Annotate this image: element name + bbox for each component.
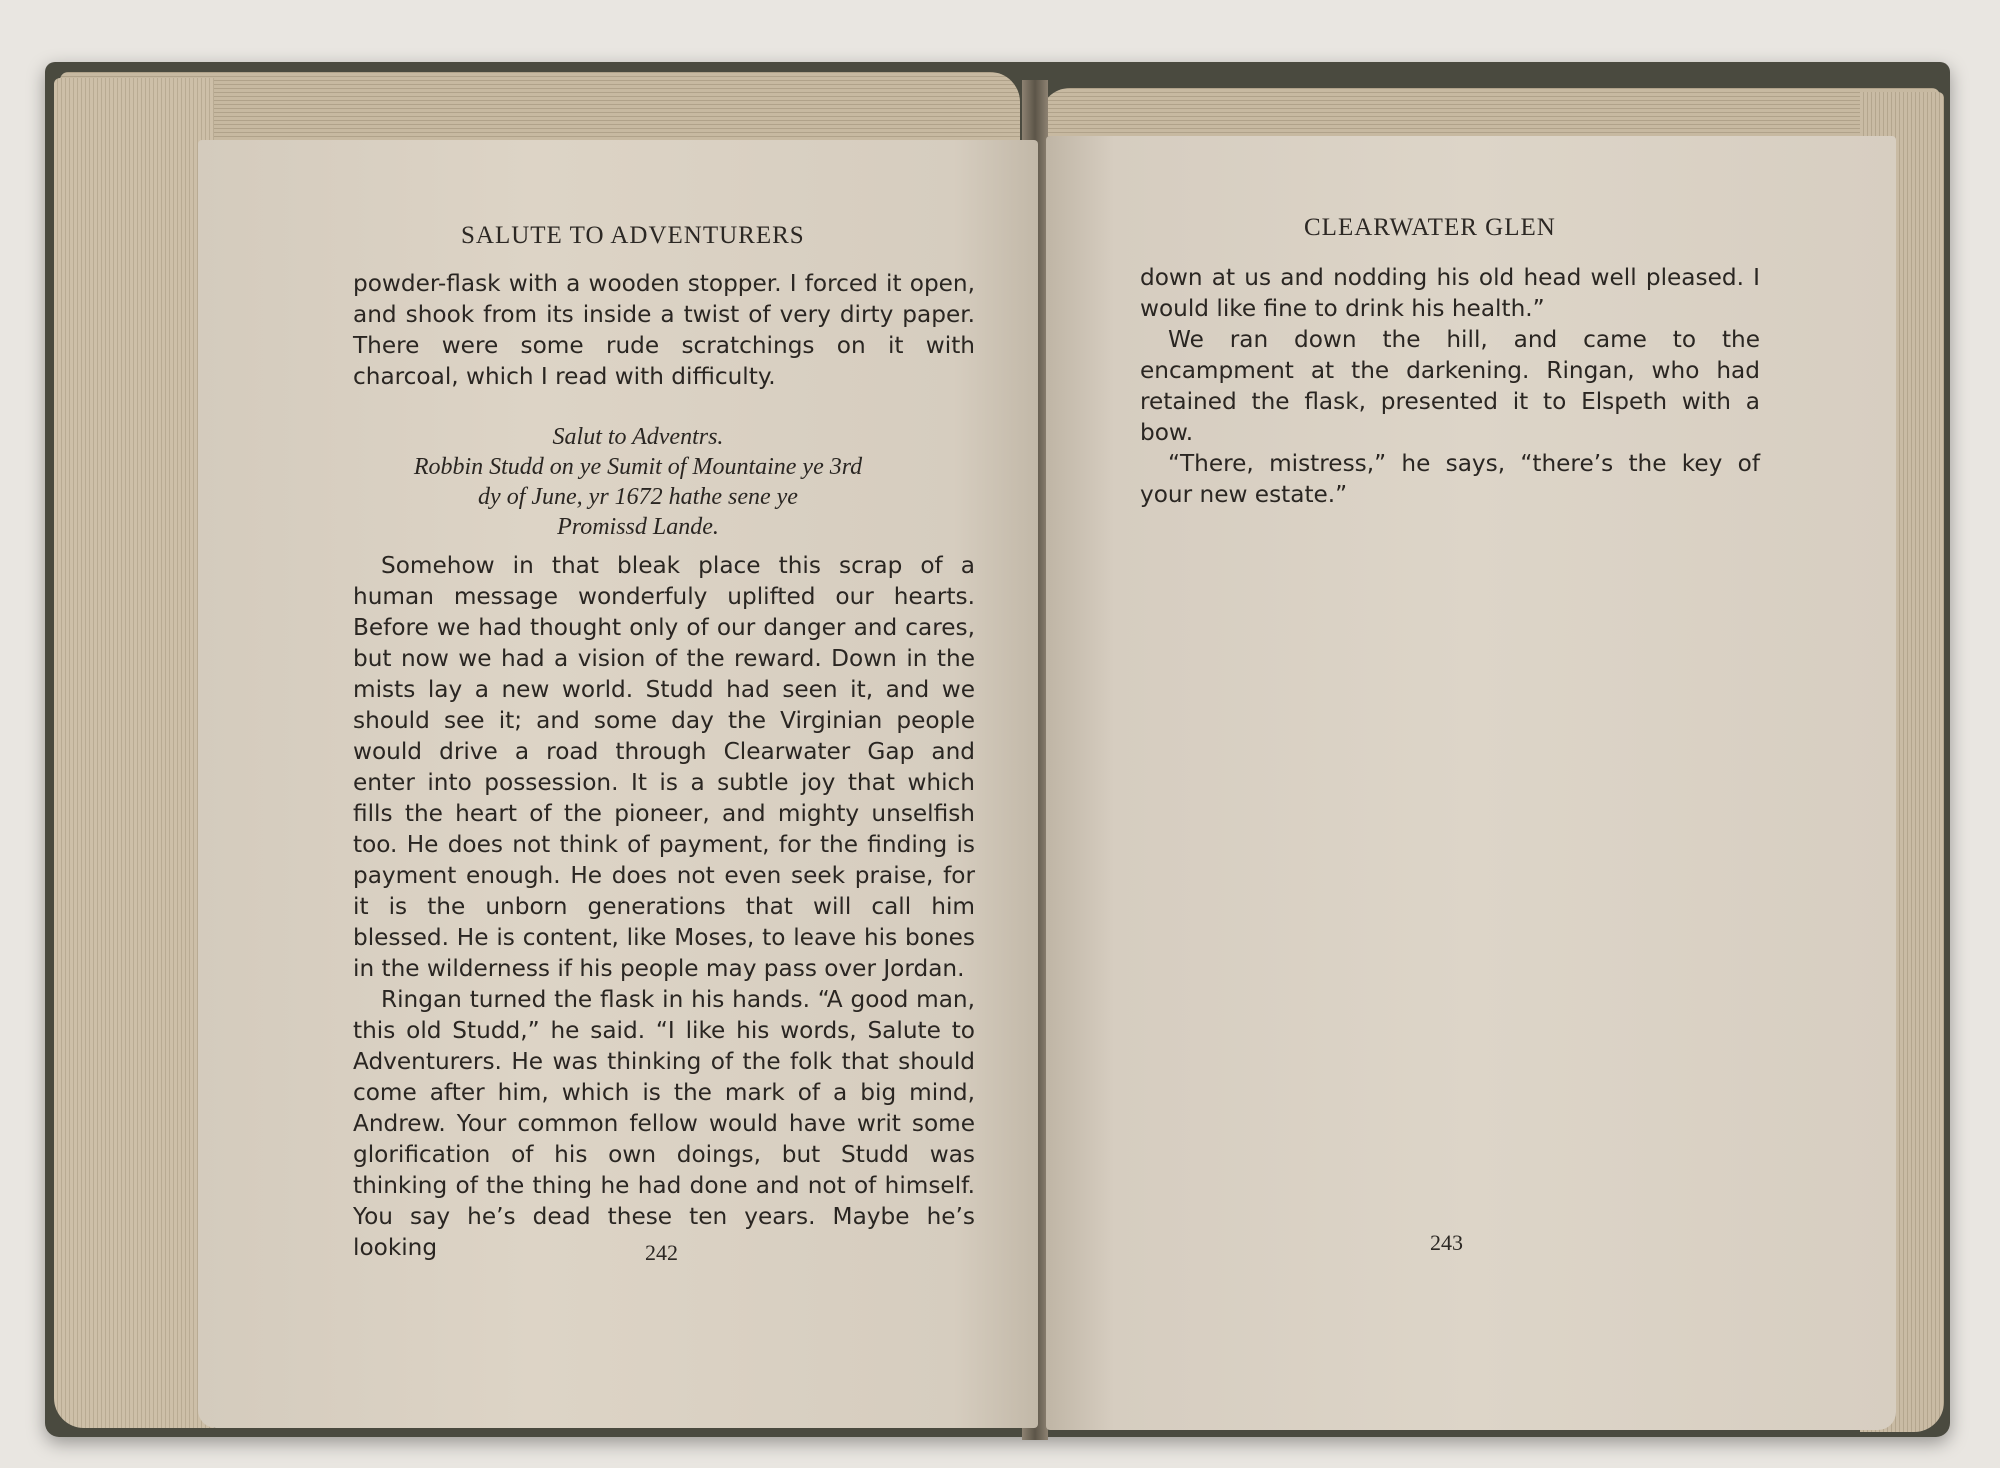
right-page-number: 243 [1430,1230,1463,1255]
inscription-line-4: Promissd Lande. [557,514,719,540]
left-paragraph-1: powder-flask with a wooden stopper. I forced it open, and shook from its inside a twist of very dirty paper. There were some rude scratchings on it with charcoal, which I read with difficulty. [353,270,975,390]
inscription-line-3: dy of June, yr 1672 hathe sene ye [478,484,798,510]
inscription-line-2: Robbin Studd on ye Sumit of Mountaine ye 3rd [413,454,863,480]
inscription-line-1: Salut to Adventrs. [552,424,724,450]
studd-inscription [318,422,958,542]
left-page-number: 242 [645,1240,678,1265]
left-running-head: SALUTE TO ADVENTURERS [461,222,805,249]
right-paragraph-2: We ran down the hill, and came to the encampment at the darkening. Ringan, who had retained the flask, presented it to Elspeth with a bow. [1140,326,1760,446]
right-paragraph-1: down at us and nodding his old head well pleased. I would like fine to drink his health.” [1140,264,1760,322]
left-page [198,140,1038,1428]
left-main-text [353,550,975,1263]
right-main-text [1140,262,1760,510]
left-paragraph-3: Ringan turned the flask in his hands. “A good man, this old Studd,” he said. “I like his words, Salute to Adventurers. He was thinking of the folk that should come after him, which is the mark of a big mind, Andrew. Your common fellow would have writ some glorification of his own doings, but Studd was thinking of the thing he had done and not of himself. You say he’s dead these ten years. Maybe he’s looking [353,986,975,1261]
right-page [1046,136,1896,1430]
left-paragraph-2: Somehow in that bleak place this scrap of a human message wonderfuly uplifted our hearts. Before we had thought only of our danger and cares, but now we had a vision of the reward. Down in the mists lay a new world. Studd had seen it, and we should see it; and some day the Virginian people would drive a road through Clearwater Gap and enter into possession. It is a subtle joy that which fills the heart of the pioneer, and mighty unselfish too. He does not think of payment, for the finding is payment enough. He does not even seek praise, for it is the unborn generations that will call him blessed. He is content, like Moses, to leave his bones in the wilderness if his people may pass over Jordan. [353,552,975,982]
right-running-head: CLEARWATER GLEN [1304,214,1556,241]
left-opening-text [353,268,975,392]
page-edges-left [54,78,214,1428]
right-paragraph-3: “There, mistress,” he says, “there’s the key of your new estate.” [1140,450,1760,508]
